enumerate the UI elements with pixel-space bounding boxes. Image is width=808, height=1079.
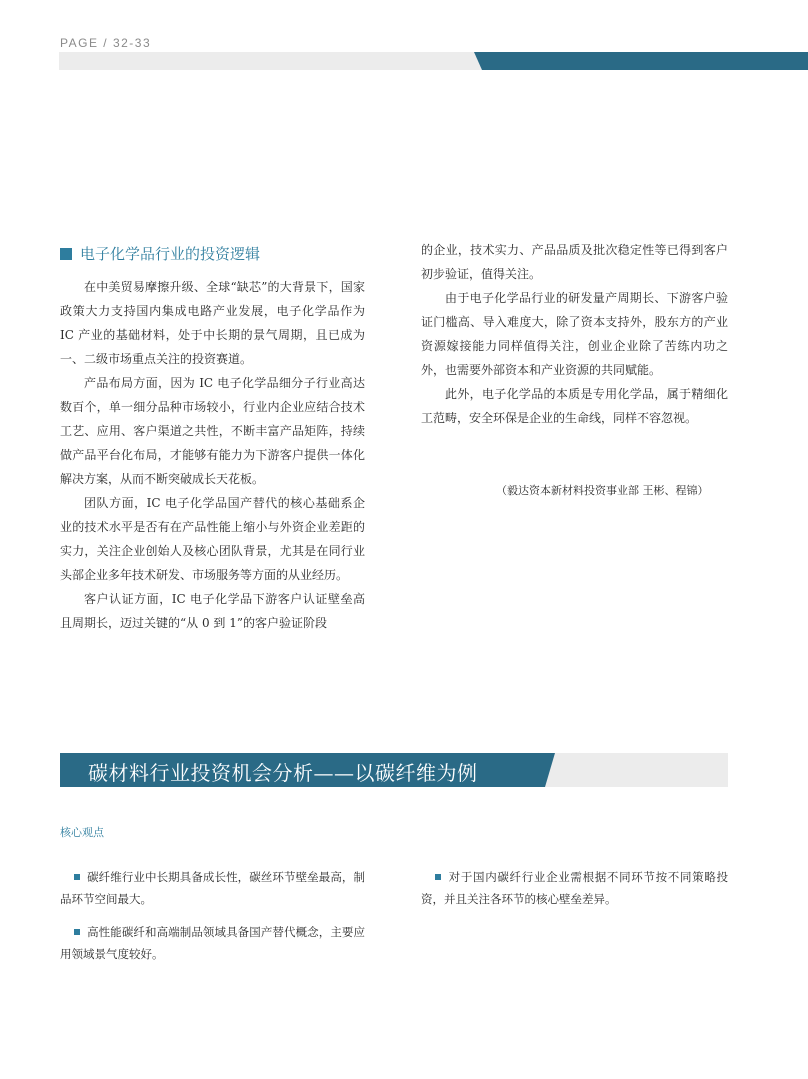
left-text-column [60,275,365,635]
author-attribution: （毅达资本新材料投资事业部 王彬、程锦） [496,484,709,497]
square-bullet-icon [74,874,80,880]
article-title: 碳材料行业投资机会分析——以碳纤维为例 [88,761,478,785]
square-bullet-icon [74,929,80,935]
list-item-text: 碳纤维行业中长期具备成长性，碳丝环节壁垒最高，制品环节空间最大。 [60,870,365,906]
issue-label: 投资视野 2022 年第 2 期（总第 2 期） [494,4,689,17]
paragraph: 由于电子化学品行业的研发量产周期长、下游客户验证门槛高、导入难度大，除了资本支持外，股东方的产业资源嫁接能力同样值得关注，创业企业除了苦练内功之外，也需要外部资本和产业资源的共同赋能。 [421,291,728,377]
paragraph-continuation: 的企业，技术实力、产品品质及批次稳定性等已得到客户初步验证，值得关注。 [421,243,728,281]
section-heading [60,243,260,264]
right-text-column [421,238,728,430]
paragraph: 此外，电子化学品的本质是专用化学品，属于精细化工范畴，安全环保是企业的生命线，同样不容忽视。 [421,387,728,425]
paragraph: 产品布局方面，因为 IC 电子化学品细分子行业高达数百个，单一细分品种市场较小，行业内企业应结合技术工艺、应用、客户渠道之共性，不断丰富产品矩阵，持续做产品平台化布局，才能够有能力为下游客户提供一体化解决方案，从而不断突破成长天花板。 [60,376,365,486]
list-item [60,921,365,965]
core-points-left [60,866,365,976]
list-item-text: 对于国内碳纤行业企业需根据不同环节按不同策略投资，并且关注各环节的核心壁垒差异。 [421,870,728,906]
section-title: 电子化学品行业的投资逻辑 [80,245,261,263]
paragraph: 在中美贸易摩擦升级、全球“缺芯”的大背景下，国家政策大力支持国内集成电路产业发展，电子化学品作为 IC 产业的基础材料，处于中长期的景气周期，且已成为一、二级市场重点关注的投资赛道。 [60,280,365,366]
paragraph: 客户认证方面，IC 电子化学品下游客户认证壁垒高且周期长，迈过关键的“从 0 到 1”的客户验证阶段 [60,592,365,630]
square-bullet-icon [60,248,72,260]
page-number: PAGE / 32-33 [60,36,152,50]
header-issue-band [474,52,808,70]
core-viewpoints-label: 核心观点 [60,826,104,839]
list-item-text: 高性能碳纤和高端制品领域具备国产替代概念，主要应用领域景气度较好。 [60,925,365,961]
list-item [421,866,728,910]
core-points-right [421,866,728,921]
running-header [59,52,808,70]
square-bullet-icon [435,874,441,880]
paragraph: 团队方面，IC 电子化学品国产替代的核心基础系企业的技术水平是否有在产品性能上缩小与外资企业差距的实力，关注企业创始人及核心团队背景，尤其是在同行业头部企业多年技术研发、市场服务等方面的从业经历。 [60,496,365,582]
list-item [60,866,365,910]
